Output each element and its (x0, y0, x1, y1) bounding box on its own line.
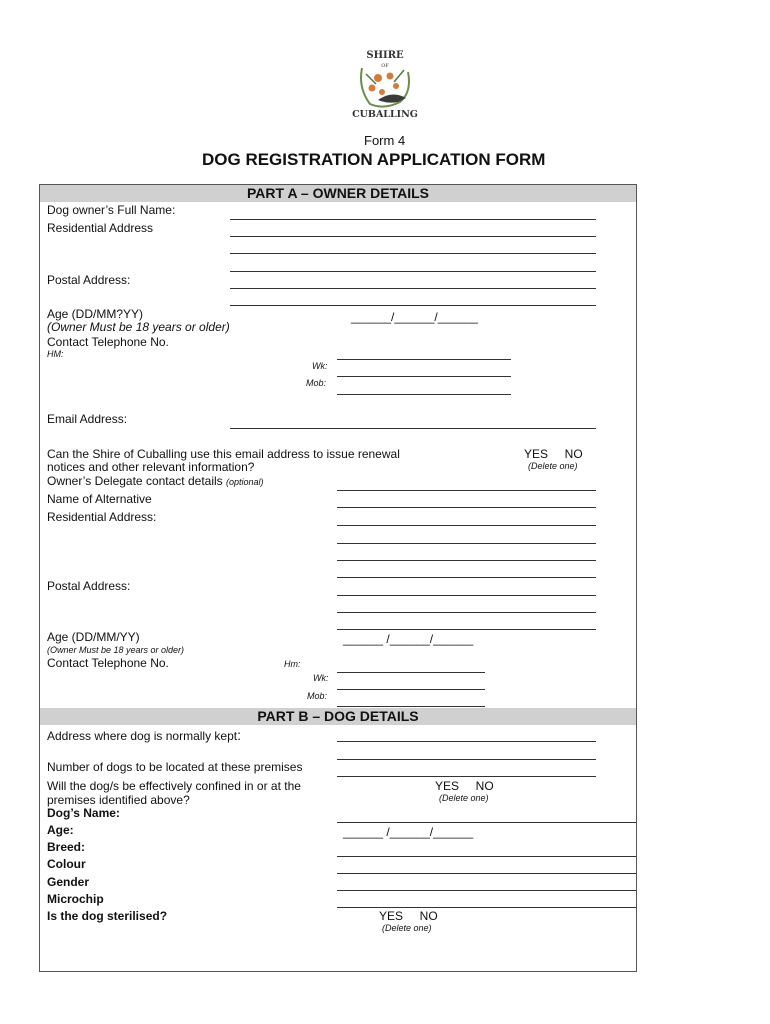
gender-field[interactable] (337, 890, 636, 891)
dog-name-label: Dog’s Name: (47, 806, 120, 820)
delegate-heading (47, 474, 264, 488)
postal-address-label: Postal Address: (47, 273, 131, 287)
alt-postal-field-3[interactable] (337, 629, 596, 630)
dog-address-label (47, 727, 241, 743)
residential-address-field-3[interactable] (230, 271, 596, 272)
alt-name-label: Name of Alternative (47, 492, 152, 506)
alt-residential-field-3[interactable] (337, 560, 596, 561)
logo-text-of: OF (381, 63, 389, 69)
owner-age-note: (Owner Must be 18 years or older) (47, 320, 230, 334)
confined-question-2: premises identified above? (47, 793, 190, 807)
email-consent-question-2: notices and other relevant information? (47, 460, 255, 474)
part-b-heading: PART B – DOG DETAILS (40, 708, 636, 725)
alt-phone-hm-field[interactable] (337, 672, 485, 673)
owner-phone-hm-label: HM: (47, 349, 64, 359)
alt-phone-wk-label: Wk: (313, 673, 329, 683)
owner-age-field[interactable]: ______/______/______ (351, 310, 478, 324)
dog-address-label-colon: : (237, 727, 241, 743)
email-consent-yes-no[interactable]: YES NO (524, 447, 583, 461)
residential-address-field-1[interactable] (230, 236, 596, 237)
sterilised-delete-note: (Delete one) (382, 923, 432, 933)
dog-address-field-1[interactable] (337, 741, 596, 742)
alt-postal-field-2[interactable] (337, 612, 596, 613)
owner-name-field[interactable] (230, 219, 596, 220)
alt-phone-mob-label: Mob: (307, 691, 328, 701)
dog-address-field-2[interactable] (337, 759, 596, 760)
sterilised-label: Is the dog sterilised? (47, 909, 168, 923)
dog-name-field[interactable] (337, 822, 636, 823)
logo-text-shire: SHIRE (366, 50, 404, 61)
alt-phone-label: Contact Telephone No. (47, 656, 169, 670)
email-consent-question-1: Can the Shire of Cuballing use this email address to issue renewal (47, 447, 400, 461)
breed-label: Breed: (47, 840, 86, 854)
confined-delete-note: (Delete one) (439, 793, 489, 803)
logo-emblem (361, 68, 409, 107)
alt-residential-field-4[interactable] (337, 577, 596, 578)
owner-age-label: Age (DD/MM?YY) (47, 307, 144, 321)
alt-age-note: (Owner Must be 18 years or older) (47, 645, 185, 655)
alt-phone-mob-field[interactable] (337, 706, 485, 707)
email-consent-delete-note: (Delete one) (528, 461, 578, 471)
owner-phone-mob-label: Mob: (306, 378, 327, 388)
owner-phone-wk-label: Wk: (312, 361, 328, 371)
email-field[interactable] (230, 428, 596, 429)
sterilised-yes-no[interactable]: YES NO (379, 909, 438, 923)
alt-postal-field-1[interactable] (337, 595, 596, 596)
logo-text-cuballing: CUBALLING (352, 109, 418, 120)
owner-phone-mob-field[interactable] (337, 394, 511, 395)
alt-age-label: Age (DD/MM/YY) (47, 630, 140, 644)
alt-name-field[interactable] (337, 507, 596, 508)
colour-label: Colour (47, 857, 86, 871)
shire-logo (348, 48, 422, 120)
confined-yes-no[interactable]: YES NO (435, 779, 494, 793)
delegate-optional-note: (optional) (226, 477, 264, 487)
dog-age-field[interactable]: ______ /______/______ (343, 825, 474, 839)
microchip-field[interactable] (337, 907, 636, 908)
residential-address-label: Residential Address (47, 221, 154, 235)
num-dogs-label: Number of dogs to be located at these premises (47, 760, 303, 774)
owner-phone-hm-field[interactable] (337, 359, 511, 360)
delegate-label: Owner’s Delegate contact details (47, 474, 223, 488)
part-a-heading: PART A – OWNER DETAILS (40, 185, 636, 202)
alt-phone-hm-label: Hm: (284, 659, 301, 669)
owner-phone-label: Contact Telephone No. (47, 335, 169, 349)
dog-age-label: Age: (47, 823, 74, 837)
colour-field[interactable] (337, 873, 636, 874)
dog-address-label-text: Address where dog is normally kept (47, 729, 238, 743)
num-dogs-field[interactable] (337, 776, 596, 777)
owner-phone-wk-field[interactable] (337, 376, 511, 377)
alt-residential-field-1[interactable] (337, 525, 596, 526)
confined-question-1: Will the dog/s be effectively confined in or at the (47, 779, 301, 793)
breed-field[interactable] (337, 856, 636, 857)
owner-name-label: Dog owner’s Full Name: (47, 203, 176, 217)
alt-age-field[interactable]: ______ /______/______ (343, 632, 474, 646)
alt-postal-label: Postal Address: (47, 579, 131, 593)
postal-address-field-1[interactable] (230, 288, 596, 289)
delegate-field[interactable] (337, 490, 596, 491)
alt-residential-field-2[interactable] (337, 543, 596, 544)
microchip-label: Microchip (47, 892, 104, 906)
email-label: Email Address: (47, 412, 128, 426)
page-title: DOG REGISTRATION APPLICATION FORM (202, 150, 546, 169)
form-number: Form 4 (364, 133, 406, 148)
residential-address-field-2[interactable] (230, 253, 596, 254)
gender-label: Gender (47, 875, 90, 889)
postal-address-field-2[interactable] (230, 305, 596, 306)
alt-phone-wk-field[interactable] (337, 689, 485, 690)
alt-residential-label: Residential Address: (47, 510, 157, 524)
form-frame (39, 184, 637, 972)
